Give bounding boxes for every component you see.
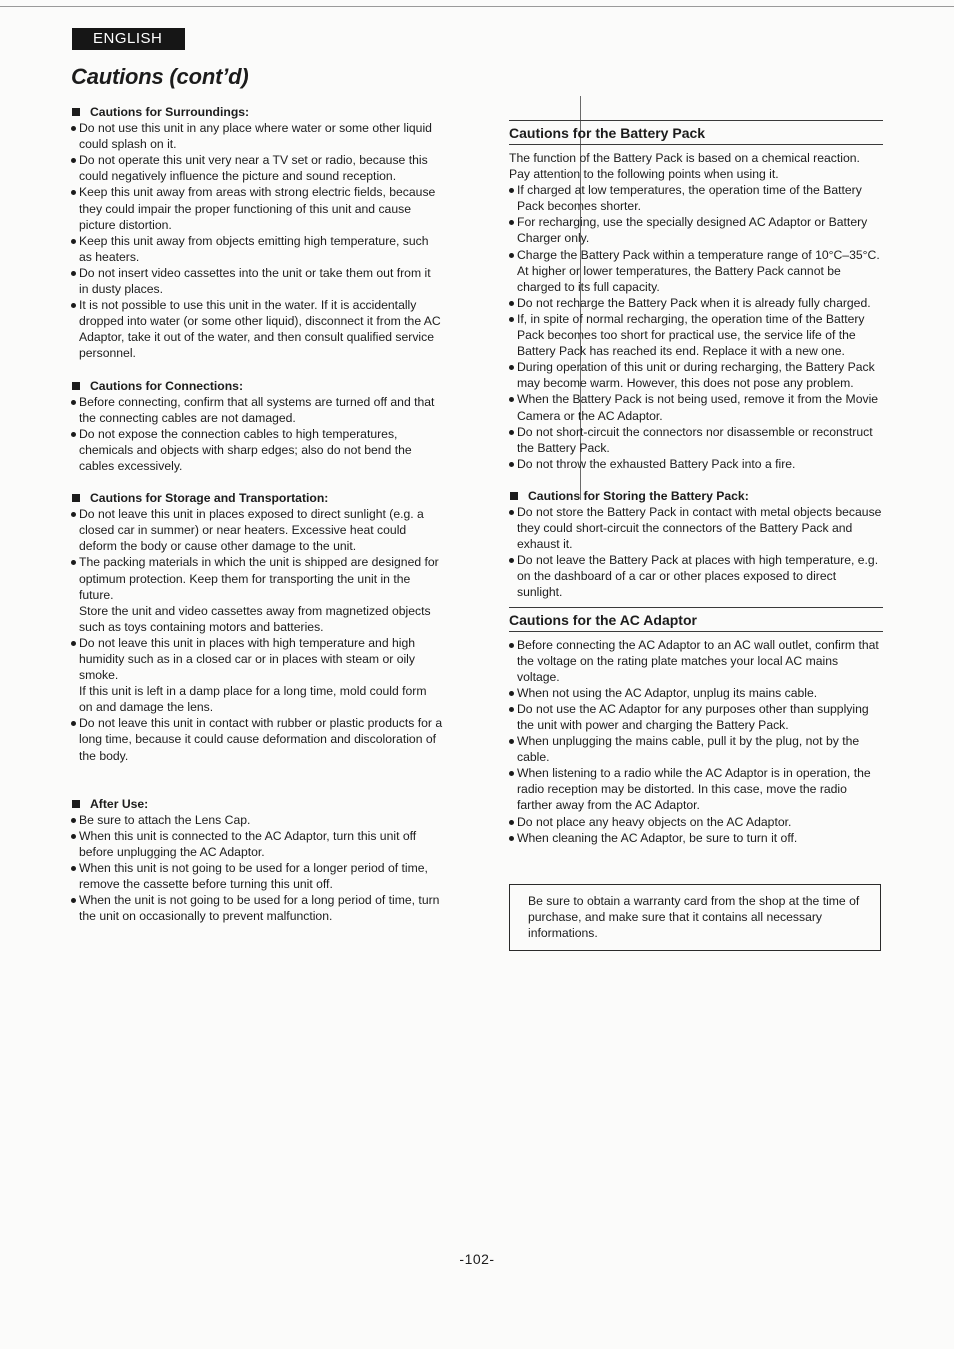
after-use-section bbox=[71, 796, 443, 925]
list-item: When the unit is not going to be used for a long period of time, turn the unit on occasionally to prevent malfunction. bbox=[71, 892, 443, 924]
list-item: Before connecting, confirm that all systems are turned off and that the connecting cables are not damaged. bbox=[71, 394, 443, 426]
list-item: Before connecting the AC Adaptor to an AC wall outlet, confirm that the voltage on the rating plate matches your local AC mains voltage. bbox=[509, 637, 883, 685]
list-item: When listening to a radio while the AC Adaptor is in operation, the radio reception may be distorted. In this case, move the radio farther away from the AC Adaptor. bbox=[509, 765, 883, 813]
list-item: If, in spite of normal recharging, the operation time of the Battery Pack becomes too short for practical use, the service life of the Battery Pack has reached its end. Replace it with a new one. bbox=[509, 311, 883, 359]
list-item: Do not leave this unit in places with high temperature and high humidity such as in a closed car or in places with steam or oily smoke. bbox=[71, 635, 443, 683]
list-item: Do not place any heavy objects on the AC Adaptor. bbox=[509, 814, 883, 830]
list-item: Keep this unit away from areas with strong electric fields, because they could impair the proper functioning of this unit and cause picture distortion. bbox=[71, 184, 443, 232]
list-item: When this unit is connected to the AC Adaptor, turn this unit off before unplugging the AC Adaptor. bbox=[71, 828, 443, 860]
square-bullet-icon bbox=[510, 492, 518, 500]
list-item: Do not short-circuit the connectors nor disassemble or reconstruct the Battery Pack. bbox=[509, 424, 883, 456]
top-rule bbox=[0, 6, 954, 7]
connections-list bbox=[71, 394, 443, 474]
list-item: When cleaning the AC Adaptor, be sure to turn it off. bbox=[509, 830, 883, 846]
storage-section bbox=[71, 490, 443, 764]
list-item: For recharging, use the specially designed AC Adaptor or Battery Charger only. bbox=[509, 214, 883, 246]
list-item: The packing materials in which the unit is shipped are designed for optimum protection. Keep them for transporting the unit in the future. bbox=[71, 554, 443, 602]
square-bullet-icon bbox=[72, 382, 80, 390]
list-item: When this unit is not going to be used for a longer period of time, remove the cassette before turning this unit off. bbox=[71, 860, 443, 892]
left-column bbox=[71, 104, 443, 924]
surroundings-section bbox=[71, 104, 443, 362]
storage-heading: Cautions for Storage and Transportation: bbox=[71, 490, 443, 506]
list-item: Do not use this unit in any place where water or some other liquid could splash on it. bbox=[71, 120, 443, 152]
ac-adaptor-section bbox=[509, 607, 883, 846]
connections-section bbox=[71, 378, 443, 475]
battery-list bbox=[509, 182, 883, 472]
list-item: Do not use the AC Adaptor for any purposes other than supplying the unit with power and charging the Battery Pack. bbox=[509, 701, 883, 733]
list-item: Do not throw the exhausted Battery Pack into a fire. bbox=[509, 456, 883, 472]
battery-storage-list bbox=[509, 504, 883, 601]
page-number: -102- bbox=[459, 1251, 495, 1267]
surroundings-list bbox=[71, 120, 443, 361]
square-bullet-icon bbox=[72, 800, 80, 808]
right-column bbox=[509, 120, 883, 951]
after-use-heading: After Use: bbox=[71, 796, 443, 812]
list-item: Do not operate this unit very near a TV set or radio, because this could negatively influence the picture and sound reception. bbox=[71, 152, 443, 184]
list-item: It is not possible to use this unit in the water. If it is accidentally dropped into water (or some other liquid), disconnect it from the AC Adaptor, take it out of the water, and then consult qualified service personnel. bbox=[71, 297, 443, 361]
storage-list-3 bbox=[71, 715, 443, 763]
storage-note: If this unit is left in a damp place for a long time, mold could form on and damage the lens. bbox=[79, 684, 427, 715]
square-bullet-icon bbox=[72, 494, 80, 502]
warranty-notice-text: Be sure to obtain a warranty card from the shop at the time of purchase, and make sure that it contains all necessary informations. bbox=[528, 893, 860, 940]
list-item: Do not recharge the Battery Pack when it is already fully charged. bbox=[509, 295, 883, 311]
list-item: When not using the AC Adaptor, unplug its mains cable. bbox=[509, 685, 883, 701]
list-item: Do not store the Battery Pack in contact with metal objects because they could short-circuit the connectors of the Battery Pack and exhaust it. bbox=[509, 504, 883, 552]
list-item: When the Battery Pack is not being used, remove it from the Movie Camera or the AC Adaptor. bbox=[509, 391, 883, 423]
page-title: Cautions (cont’d) bbox=[71, 64, 249, 89]
square-bullet-icon bbox=[72, 108, 80, 116]
battery-storage-heading: Cautions for Storing the Battery Pack: bbox=[509, 488, 883, 504]
list-item: Do not leave this unit in contact with rubber or plastic products for a long time, because it could cause deformation and discoloration of the body. bbox=[71, 715, 443, 763]
list-item: Do not leave the Battery Pack at places with high temperature, e.g. on the dashboard of a car or other places exposed to direct sunlight. bbox=[509, 552, 883, 600]
surroundings-heading: Cautions for Surroundings: bbox=[71, 104, 443, 120]
warranty-notice-box bbox=[509, 884, 881, 951]
after-use-list bbox=[71, 812, 443, 925]
battery-storage-section bbox=[509, 488, 883, 601]
list-item: When unplugging the mains cable, pull it by the plug, not by the cable. bbox=[509, 733, 883, 765]
list-item: Be sure to attach the Lens Cap. bbox=[71, 812, 443, 828]
storage-list-2 bbox=[71, 635, 443, 683]
battery-heading: Cautions for the Battery Pack bbox=[509, 120, 883, 145]
battery-intro: The function of the Battery Pack is based on a chemical reaction. Pay attention to the following points when using it. bbox=[509, 151, 860, 182]
list-item: If charged at low temperatures, the operation time of the Battery Pack becomes shorter. bbox=[509, 182, 883, 214]
list-item: Do not expose the connection cables to high temperatures, chemicals and objects with sharp edges; also do not bend the cables excessively. bbox=[71, 426, 443, 474]
ac-adaptor-list bbox=[509, 637, 883, 846]
list-item: Keep this unit away from objects emitting high temperature, such as heaters. bbox=[71, 233, 443, 265]
list-item: Do not leave this unit in places exposed to direct sunlight (e.g. a closed car in summer) or near heaters. Excessive heat could deform the body or cause other damage to the unit. bbox=[71, 506, 443, 554]
ac-adaptor-heading: Cautions for the AC Adaptor bbox=[509, 607, 883, 632]
list-item: Do not insert video cassettes into the unit or take them out from it in dusty places. bbox=[71, 265, 443, 297]
connections-heading: Cautions for Connections: bbox=[71, 378, 443, 394]
storage-list bbox=[71, 506, 443, 603]
battery-section bbox=[509, 120, 883, 472]
list-item: Charge the Battery Pack within a temperature range of 10°C–35°C. At higher or lower temperatures, the Battery Pack cannot be charged to its full capacity. bbox=[509, 247, 883, 295]
language-tab: ENGLISH bbox=[72, 28, 185, 50]
list-item: During operation of this unit or during recharging, the Battery Pack may become warm. However, this does not pose any problem. bbox=[509, 359, 883, 391]
storage-note: Store the unit and video cassettes away from magnetized objects such as toys containing motors and batteries. bbox=[79, 603, 431, 634]
